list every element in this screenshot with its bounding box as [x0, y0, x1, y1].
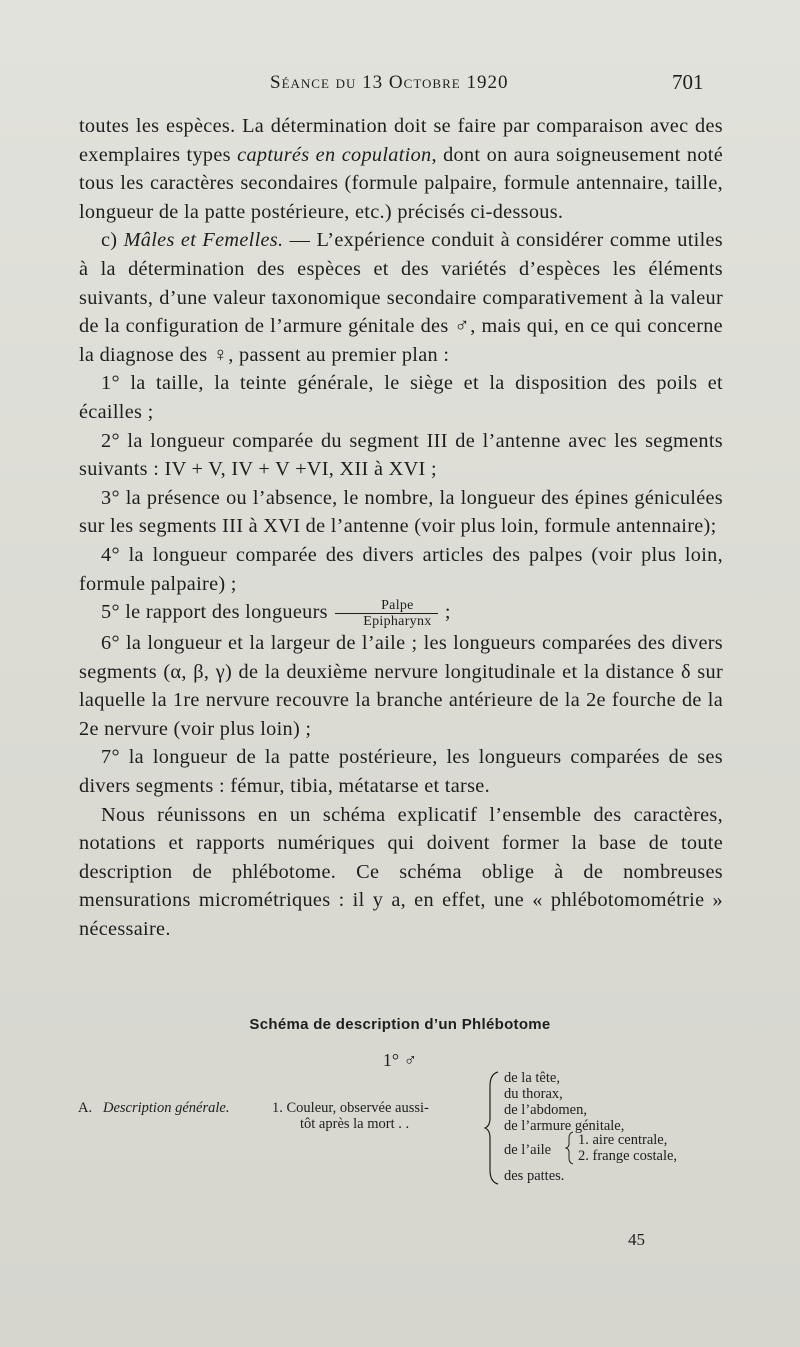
list-item-2: 2° la longueur comparée du segment III de l’antenne avec les segments suivants : IV + V, IV + V +VI, XII à XVI ;: [79, 429, 723, 481]
ratio-fraction: $\frac{\text{Palpe}}{\text{Epipharynx}}$: [335, 598, 437, 629]
list-item-7: 7° la longueur de la patte postérieure, les longueurs comparées de ses divers segments : fémur, tibia, métatarse et tarse.: [79, 746, 723, 798]
schema-item-1: 1. Couleur, observée aussi-: [272, 1100, 429, 1116]
schema-option-legs: des pattes.: [504, 1168, 565, 1184]
schema-item-1-cont: tôt après la mort . .: [300, 1116, 410, 1132]
signature-folio: 45: [628, 1230, 645, 1249]
page-header: [0, 68, 800, 98]
paragraph-final: Nous réunissons en un schéma explicatif l’ensemble des caractères, notations et rapports numériques qui doivent former la base de toute description de phlébotome. Ce schéma oblige à de nombreuses mensurations micrométriques : il y a, en effet, une « phlébotomométrie » nécessaire.: [79, 803, 723, 941]
schema-subtitle: 1° ♂: [382, 1050, 418, 1070]
paragraph-intro: toutes les espèces. La détermination doit se faire par comparaison avec des exemplaires types capturés en copulation, dont on aura soigneusement noté tous les caractères secondaires (formule palpaire, formule antennaire, taille, longueur de la patte postérieure, etc.) précisés ci-dessous.: [79, 115, 723, 223]
schema-option-head: de la tête,: [504, 1070, 560, 1086]
schema-table: [0, 1070, 800, 1190]
paragraph-males-females: c) Mâles et Femelles. — L’expérience conduit à considérer comme utiles à la détermination des espèces et des variétés d’espèces les éléments suivants, d’une valeur taxonomique secondaire comparativement à la valeur de la configuration de l’armure génitale des ♂, mais qui, en ce qui concerne la diagnose des ♀, passent au premier plan :: [79, 229, 723, 366]
list-item-1: 1° la taille, la teinte générale, le siège et la disposition des poils et écailles ;: [79, 372, 723, 423]
schema-option-wing-fringe: 2. frange costale,: [578, 1148, 678, 1164]
schema-option-abdomen: de l’abdomen,: [504, 1102, 587, 1118]
schema-title: Schéma de description d’un Phlébotome: [249, 1016, 551, 1033]
brace-icon: [484, 1070, 502, 1186]
schema-option-thorax: du thorax,: [504, 1086, 563, 1102]
schema-option-wing-central: 1. aire centrale,: [578, 1132, 668, 1148]
body-text: [79, 112, 723, 944]
section-a-letter: A.: [78, 1100, 93, 1116]
list-item-4: 4° la longueur comparée des divers articles des palpes (voir plus loin, formule palpaire) ;: [79, 543, 723, 595]
list-item-6: 6° la longueur et la largeur de l’aile ; les longueurs comparées des divers segments (α, β, γ) de la deuxième nervure longitudinale et la distance δ sur laquelle la 1re nervure recouvre la branche antérieure de la 2e fourche de la 2e nervure (voir plus loin) ;: [79, 632, 723, 740]
running-head: Séance du 13 Octobre 1920: [270, 72, 509, 93]
schema-option-genital: de l’armure génitale,: [504, 1118, 625, 1134]
list-item-3: 3° la présence ou l’absence, le nombre, la longueur des épines géniculées sur les segments III à XVI de l’antenne (voir plus loin, formule antennaire);: [79, 486, 723, 538]
page-number: 701: [672, 70, 704, 94]
schema-option-wing: de l’aile: [504, 1142, 552, 1158]
list-item-5: 5° le rapport des longueurs $\frac{\text{Palpe}}{\text{Epipharynx}}$ ;: [101, 598, 451, 630]
small-brace-icon: [565, 1130, 575, 1166]
section-a-label: Description générale.: [103, 1100, 230, 1116]
